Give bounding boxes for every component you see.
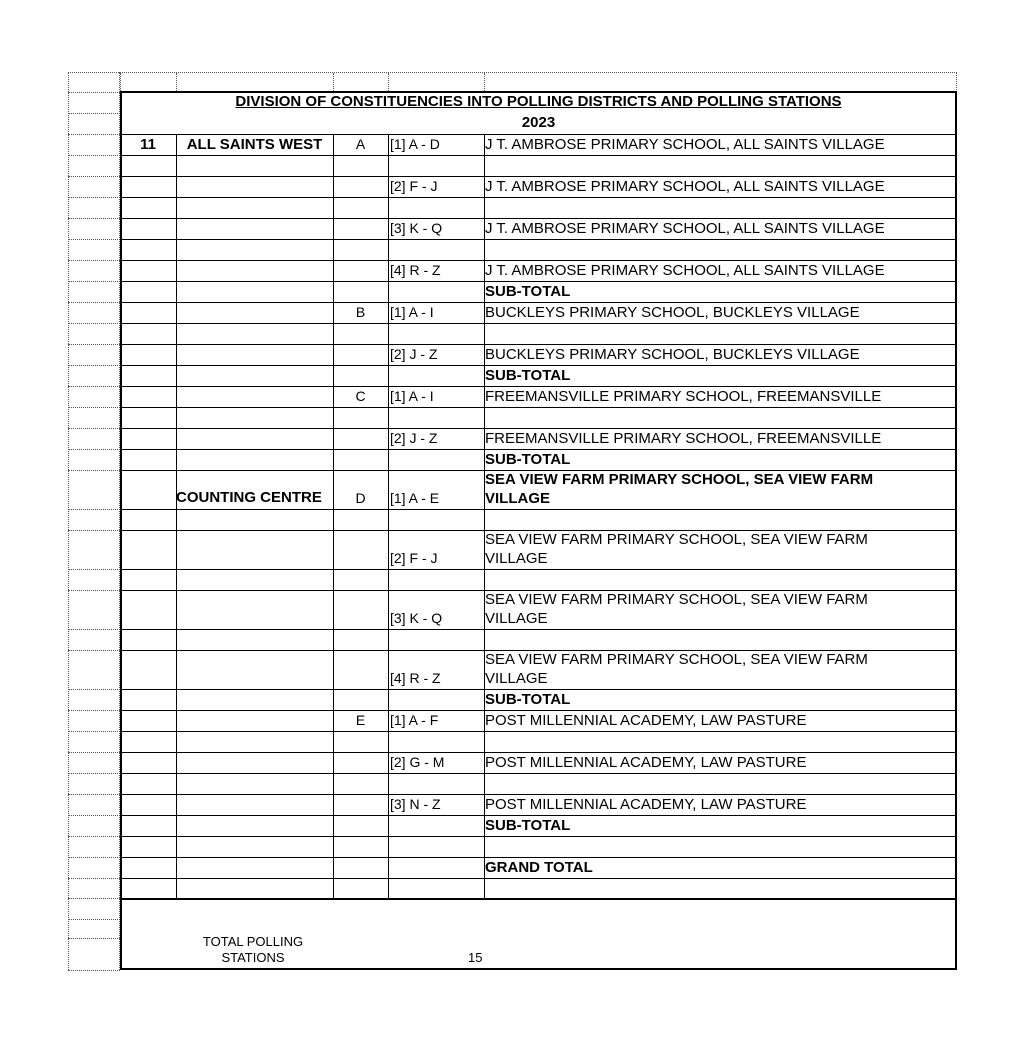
row-header-line: [68, 428, 120, 429]
polling-station: BUCKLEYS PRIMARY SCHOOL, BUCKLEYS VILLAGE: [485, 346, 860, 363]
polling-station: POST MILLENNIAL ACADEMY, LAW PASTURE: [485, 712, 807, 729]
polling-range: [1] A - D: [390, 136, 440, 152]
table-row-line: [120, 836, 957, 837]
row-header-line: [68, 239, 120, 240]
polling-range: [4] R - Z: [390, 670, 441, 686]
table-row-line: [120, 509, 957, 510]
polling-station: POST MILLENNIAL ACADEMY, LAW PASTURE: [485, 796, 807, 813]
row-header-line: [68, 919, 120, 920]
table-row-line: [120, 323, 957, 324]
row-header-line: [68, 113, 120, 114]
polling-station: FREEMANSVILLE PRIMARY SCHOOL, FREEMANSVILLE: [485, 388, 882, 405]
row-header-line: [68, 218, 120, 219]
subtotal-label: SUB-TOTAL: [485, 691, 571, 708]
row-header-line: [68, 836, 120, 837]
polling-station: J T. AMBROSE PRIMARY SCHOOL, ALL SAINTS VILLAGE: [485, 262, 885, 279]
row-header-line: [68, 794, 120, 795]
top-grid-cell: [484, 73, 957, 93]
polling-station: J T. AMBROSE PRIMARY SCHOOL, ALL SAINTS VILLAGE: [485, 220, 885, 237]
polling-range: [1] A - I: [390, 304, 434, 320]
row-header-line: [68, 281, 120, 282]
table-row-line: [120, 407, 957, 408]
constituency-name: ALL SAINTS WEST: [186, 136, 323, 153]
polling-station: SEA VIEW FARM PRIMARY SCHOOL, SEA VIEW FARM: [485, 591, 868, 608]
top-grid-cell: [388, 73, 484, 93]
table-row-line: [120, 155, 957, 156]
total-polling-stations-value: 15: [468, 950, 483, 965]
district-letter: C: [355, 388, 366, 404]
row-header-line: [68, 629, 120, 630]
subtotal-label: SUB-TOTAL: [485, 283, 571, 300]
row-header-line: [68, 569, 120, 570]
row-header-line: [68, 898, 120, 899]
polling-range: [3] N - Z: [390, 796, 441, 812]
district-letter: D: [355, 490, 366, 506]
polling-range: [1] A - I: [390, 388, 434, 404]
polling-station: VILLAGE: [485, 490, 551, 507]
polling-station: SEA VIEW FARM PRIMARY SCHOOL, SEA VIEW FARM: [485, 651, 868, 668]
total-polling-stations-label: [188, 934, 318, 966]
row-header-line: [68, 386, 120, 387]
row-header-line: [68, 134, 120, 135]
row-header-line: [68, 938, 120, 939]
table-row-line: [120, 569, 957, 570]
polling-range: [3] K - Q: [390, 220, 443, 236]
top-grid-row: [68, 72, 957, 92]
table-bottom-line: [120, 898, 957, 900]
row-header-line: [68, 650, 120, 651]
subtotal-label: SUB-TOTAL: [485, 451, 571, 468]
polling-range: [2] F - J: [390, 178, 438, 194]
top-grid-cell: [120, 73, 176, 93]
polling-range: [2] F - J: [390, 550, 438, 566]
total-label-line1: TOTAL POLLING: [202, 934, 304, 949]
polling-range: [2] J - Z: [390, 430, 438, 446]
polling-station: J T. AMBROSE PRIMARY SCHOOL, ALL SAINTS VILLAGE: [485, 136, 885, 153]
grand-total-label: GRAND TOTAL: [485, 859, 593, 876]
row-header-line: [68, 197, 120, 198]
table-column-line: [333, 134, 334, 898]
year-label: 2023: [521, 114, 556, 131]
polling-station: BUCKLEYS PRIMARY SCHOOL, BUCKLEYS VILLAGE: [485, 304, 860, 321]
district-letter: B: [355, 304, 366, 320]
table-row-line: [120, 629, 957, 630]
counting-centre-label: COUNTING CENTRE: [176, 489, 322, 506]
row-header-line: [68, 773, 120, 774]
polling-station: VILLAGE: [485, 670, 548, 687]
polling-station: VILLAGE: [485, 550, 548, 567]
polling-station: FREEMANSVILLE PRIMARY SCHOOL, FREEMANSVILLE: [485, 430, 882, 447]
table-row-line: [120, 878, 957, 879]
total-label-line2: STATIONS: [221, 950, 285, 965]
row-header-line: [68, 590, 120, 591]
row-header-line: [68, 689, 120, 690]
row-header-line: [68, 970, 120, 971]
row-header-line: [68, 155, 120, 156]
row-header-line: [68, 878, 120, 879]
subtotal-label: SUB-TOTAL: [485, 817, 571, 834]
row-header-line: [68, 509, 120, 510]
row-header-line: [68, 470, 120, 471]
row-header-line: [68, 857, 120, 858]
table-row-line: [120, 731, 957, 732]
page-title: DIVISION OF CONSTITUENCIES INTO POLLING DISTRICTS AND POLLING STATIONS: [235, 93, 842, 110]
row-header-line: [68, 815, 120, 816]
table-row-line: [120, 773, 957, 774]
subtotal-label: SUB-TOTAL: [485, 367, 571, 384]
spreadsheet: [68, 72, 957, 970]
row-header-line: [68, 407, 120, 408]
row-header-line: [68, 260, 120, 261]
top-grid-cell: [333, 73, 388, 93]
polling-range: [1] A - E: [390, 490, 440, 506]
polling-station: SEA VIEW FARM PRIMARY SCHOOL, SEA VIEW FARM: [485, 531, 868, 548]
row-header-line: [68, 302, 120, 303]
table-row-line: [120, 197, 957, 198]
polling-range: [1] A - F: [390, 712, 439, 728]
table-column-line: [388, 134, 389, 898]
polling-station: POST MILLENNIAL ACADEMY, LAW PASTURE: [485, 754, 807, 771]
row-header-line: [68, 710, 120, 711]
table-row-line: [120, 239, 957, 240]
top-grid-cell: [176, 73, 333, 93]
row-header-line: [68, 752, 120, 753]
polling-station: VILLAGE: [485, 610, 548, 627]
row-header-line: [68, 323, 120, 324]
table-column-line: [176, 134, 177, 898]
polling-station: SEA VIEW FARM PRIMARY SCHOOL, SEA VIEW FARM: [485, 471, 874, 488]
row-header-line: [68, 449, 120, 450]
row-header-line: [68, 92, 120, 93]
row-header-line: [68, 176, 120, 177]
constituency-number: 11: [140, 136, 156, 153]
district-letter: E: [355, 712, 366, 728]
row-header-line: [68, 344, 120, 345]
row-header-line: [68, 731, 120, 732]
polling-range: [2] J - Z: [390, 346, 438, 362]
polling-range: [4] R - Z: [390, 262, 441, 278]
row-header-line: [68, 365, 120, 366]
polling-range: [3] K - Q: [390, 610, 443, 626]
polling-station: J T. AMBROSE PRIMARY SCHOOL, ALL SAINTS VILLAGE: [485, 178, 885, 195]
polling-range: [2] G - M: [390, 754, 445, 770]
row-header-line: [68, 530, 120, 531]
district-letter: A: [355, 136, 366, 152]
table-column-line: [484, 134, 485, 898]
